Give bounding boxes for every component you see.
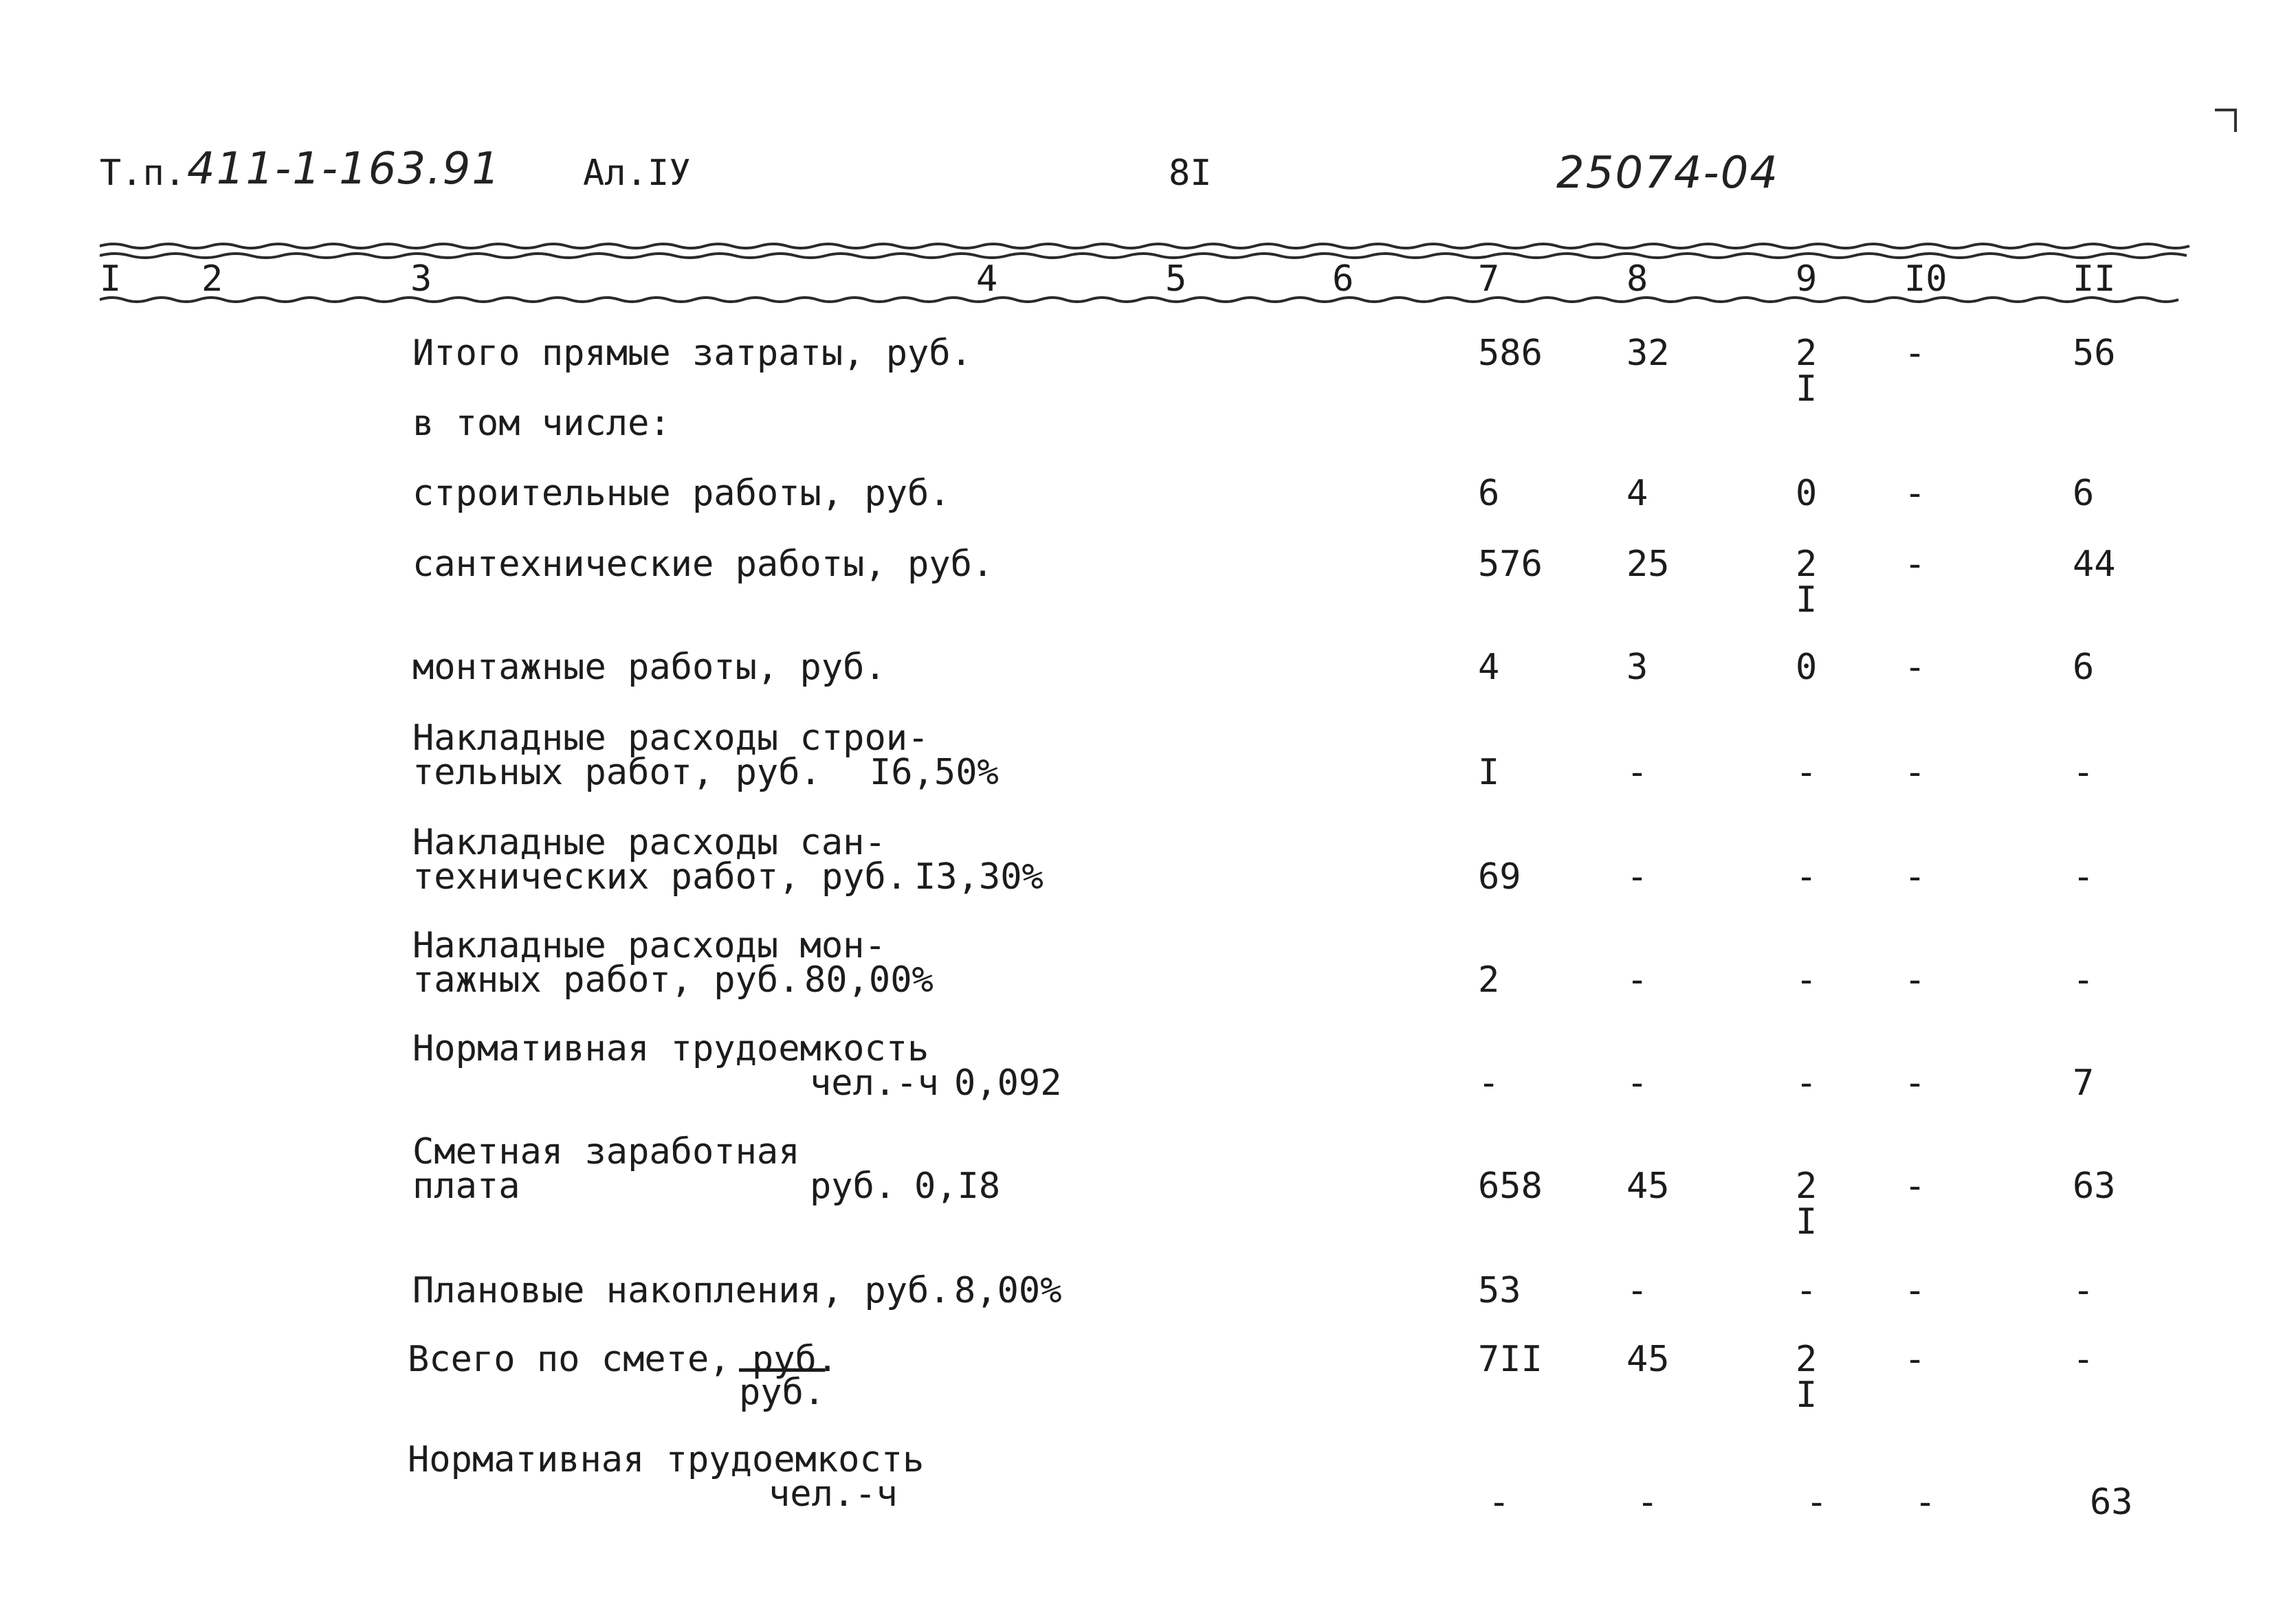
row-rate: 8,00% <box>954 1270 1062 1311</box>
cell-col8: - <box>1626 1270 1648 1311</box>
column-number: I0 <box>1904 258 1947 300</box>
cell-col8: 32 <box>1626 333 1670 374</box>
cell-col7: I <box>1478 752 1500 793</box>
row-label-line1: Всего по смете, руб. <box>408 1339 839 1380</box>
cell-col9: - <box>1796 856 1818 898</box>
row-label-line1: Накладные расходы сан- <box>412 822 886 863</box>
row-label-line1: Нормативная трудоемкость <box>408 1439 925 1480</box>
cell-col11: - <box>2073 1270 2095 1311</box>
column-number: 7 <box>1478 258 1500 300</box>
cell-col11: 44 <box>2073 544 2116 585</box>
row-rate: 80,00% <box>804 959 934 1001</box>
cell-col9-top: 2 <box>1796 1339 1818 1380</box>
cell-col11: 63 <box>2090 1482 2133 1523</box>
cell-col7: 658 <box>1478 1166 1543 1207</box>
row-label: Итого прямые затраты, руб. <box>412 333 972 374</box>
column-number: 5 <box>1165 258 1187 300</box>
row-label: Плановые накопления, руб. <box>412 1270 951 1311</box>
cell-col10: - <box>1904 647 1926 688</box>
page-number: 8I <box>1169 153 1212 194</box>
row-rate: 0,092 <box>954 1063 1062 1104</box>
row-rate-unit: руб. <box>810 1166 896 1207</box>
row-label-line2: чел.-ч <box>810 1063 939 1104</box>
header-prefix: Т.п. <box>100 153 186 194</box>
cell-col11: - <box>2073 856 2095 898</box>
document-code: 25074-04 <box>1556 148 1780 199</box>
row-label-line2: технических работ, руб. <box>412 856 908 898</box>
cell-col11: 56 <box>2073 333 2116 374</box>
cell-col8: - <box>1626 1063 1648 1104</box>
cell-col8: 45 <box>1626 1166 1670 1207</box>
row-rate: 0,I8 <box>914 1166 1001 1207</box>
row-label-line1: Нормативная трудоемкость <box>412 1028 929 1069</box>
cell-col11: 6 <box>2073 647 2095 688</box>
cell-col8: 25 <box>1626 544 1670 585</box>
column-number: 3 <box>410 258 432 300</box>
cell-col9-top: 2 <box>1796 1166 1818 1207</box>
cell-col10: - <box>1904 959 1926 1001</box>
cell-col9: - <box>1806 1482 1828 1523</box>
cell-col11: - <box>2073 959 2095 1001</box>
cell-col10: - <box>1904 1270 1926 1311</box>
cell-col10: - <box>1914 1482 1936 1523</box>
row-label: монтажные работы, руб. <box>412 647 886 688</box>
row-label: сантехнические работы, руб. <box>412 544 994 585</box>
cell-col7: 576 <box>1478 544 1543 585</box>
cell-col11: 7 <box>2073 1063 2095 1104</box>
cell-col10: - <box>1904 1166 1926 1207</box>
row-label-line2: плата <box>412 1166 520 1207</box>
cell-col9-top: 2 <box>1796 544 1818 585</box>
cell-col9: 0 <box>1796 473 1818 514</box>
cell-col9-top: 2 <box>1796 333 1818 374</box>
cell-col9-bottom: I <box>1796 579 1818 621</box>
cell-col7: 53 <box>1478 1270 1521 1311</box>
column-number: 9 <box>1796 258 1818 300</box>
header-rule <box>100 294 2200 305</box>
cell-col10: - <box>1904 1339 1926 1380</box>
album-label: Ал.IУ <box>583 153 691 194</box>
cell-col7: 4 <box>1478 647 1500 688</box>
row-label-line2: руб. <box>739 1372 826 1413</box>
cell-col9-bottom: I <box>1796 1375 1818 1416</box>
cell-col10: - <box>1904 544 1926 585</box>
cell-col10: - <box>1904 856 1926 898</box>
cell-col8: - <box>1637 1482 1659 1523</box>
cell-col7: - <box>1478 1063 1500 1104</box>
cell-col9: - <box>1796 1270 1818 1311</box>
row-label-line1: Накладные расходы мон- <box>412 925 886 966</box>
cell-col7: 6 <box>1478 473 1500 514</box>
cell-col8: 45 <box>1626 1339 1670 1380</box>
column-number: 6 <box>1332 258 1354 300</box>
project-code: 411-1-163.91 <box>187 144 501 194</box>
cell-col10: - <box>1904 752 1926 793</box>
cell-col9-bottom: I <box>1796 1201 1818 1243</box>
corner-mark <box>2215 109 2237 132</box>
row-rate: I6,50% <box>870 752 999 793</box>
cell-col10: - <box>1904 333 1926 374</box>
cell-col9: - <box>1796 1063 1818 1104</box>
row-label-line2: чел.-ч <box>769 1473 898 1515</box>
cell-col7: 7II <box>1478 1339 1543 1380</box>
cell-col11: 63 <box>2073 1166 2116 1207</box>
row-label-line2: тажных работ, руб. <box>412 959 800 1001</box>
row-label-line1: Накладные расходы строи- <box>412 718 929 759</box>
cell-col7: 2 <box>1478 959 1500 1001</box>
column-number: I <box>100 258 122 300</box>
cell-col11: - <box>2073 752 2095 793</box>
cell-col11: - <box>2073 1339 2095 1380</box>
cell-col7: - <box>1488 1482 1510 1523</box>
cell-col8: 4 <box>1626 473 1648 514</box>
row-label-line1: Сметная заработная <box>412 1131 800 1172</box>
cell-col9: 0 <box>1796 647 1818 688</box>
column-number: II <box>2073 258 2116 300</box>
cell-col7: 586 <box>1478 333 1543 374</box>
cell-col10: - <box>1904 1063 1926 1104</box>
cell-col9: - <box>1796 959 1818 1001</box>
cell-col11: 6 <box>2073 473 2095 514</box>
column-number: 8 <box>1626 258 1648 300</box>
row-rate: I3,30% <box>914 856 1044 898</box>
cell-col8: - <box>1626 856 1648 898</box>
cell-col9-bottom: I <box>1796 368 1818 410</box>
cell-col8: 3 <box>1626 647 1648 688</box>
row-label: строительные работы, руб. <box>412 473 951 514</box>
cell-col9: - <box>1796 752 1818 793</box>
cell-col8: - <box>1626 959 1648 1001</box>
cell-col7: 69 <box>1478 856 1521 898</box>
cell-col10: - <box>1904 473 1926 514</box>
column-number: 4 <box>976 258 998 300</box>
column-number: 2 <box>201 258 223 300</box>
row-label-line2: тельных работ, руб. <box>412 752 821 793</box>
cell-col8: - <box>1626 752 1648 793</box>
row-label: в том числе: <box>412 403 671 444</box>
